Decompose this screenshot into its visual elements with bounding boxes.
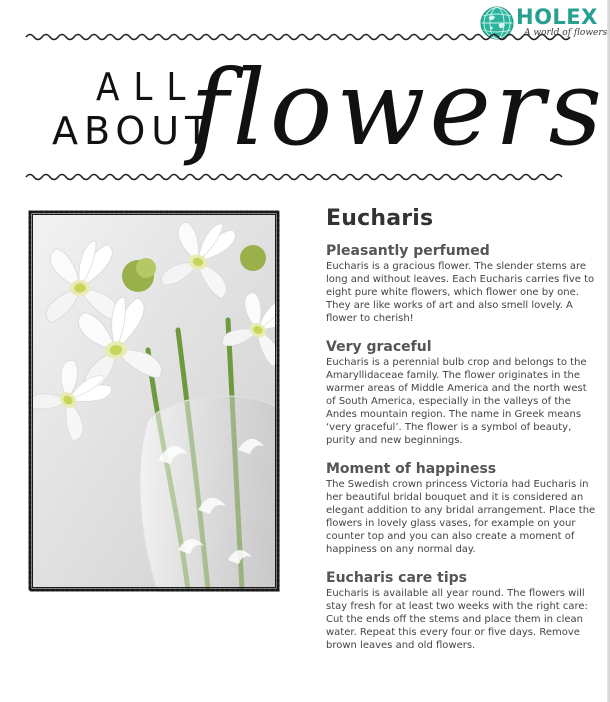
section-heading: Pleasantly perfumed xyxy=(326,243,490,259)
section-heading: Eucharis care tips xyxy=(326,570,468,586)
section-body: Eucharis is available all year round. The flowers will stay fresh for at least two weeks with the right care: Cut the ends off the stems and place them in clean water. Repeat this every four or five days. Remove brown leaves and old flowers. xyxy=(326,588,588,651)
section-body: Eucharis is a gracious flower. The slender stems are long and without leaves. Each Eucharis carries five to eight pure white flowers, which flower one by one. They are like works of art and also smell lovely. A flower to cherish! xyxy=(326,261,595,324)
article-headline: Eucharis xyxy=(326,206,434,231)
section-body: The Swedish crown princess Victoria had Eucharis in her beautiful bridal bouquet and it is considered an elegant addition to any bridal arrangement. Place the flowers in lovely glass vases, for example on your counter top and you can also create a moment of happiness on any normal day. xyxy=(326,479,596,555)
title-all: ALL xyxy=(96,65,200,109)
eucharis-flower-photo xyxy=(28,210,280,592)
title-flowers: flowers xyxy=(190,47,607,169)
section-very-graceful xyxy=(326,339,598,447)
article xyxy=(326,206,598,666)
section-pleasantly-perfumed xyxy=(326,243,598,325)
section-heading: Moment of happiness xyxy=(326,461,497,477)
section-moment-of-happiness xyxy=(326,461,598,556)
wavy-border-top xyxy=(0,30,610,44)
title-about: ABOUT xyxy=(52,109,215,153)
section-body: Eucharis is a perennial bulb crop and belongs to the Amaryllidaceae family. The flower originates in the warmer areas of Middle America and the north west of South America, especially in the valleys of the Andes mountain region. The name in Greek means ‘very graceful’. The flower is a symbol of beauty, purity and new beginnings. xyxy=(326,357,587,446)
section-heading: Very graceful xyxy=(326,339,432,355)
section-care-tips xyxy=(326,570,598,652)
brand-tagline: A world of flowers xyxy=(524,28,608,38)
brand-name: HOLEX xyxy=(516,5,598,29)
wavy-border-bottom xyxy=(0,170,610,184)
title-banner xyxy=(0,44,610,172)
